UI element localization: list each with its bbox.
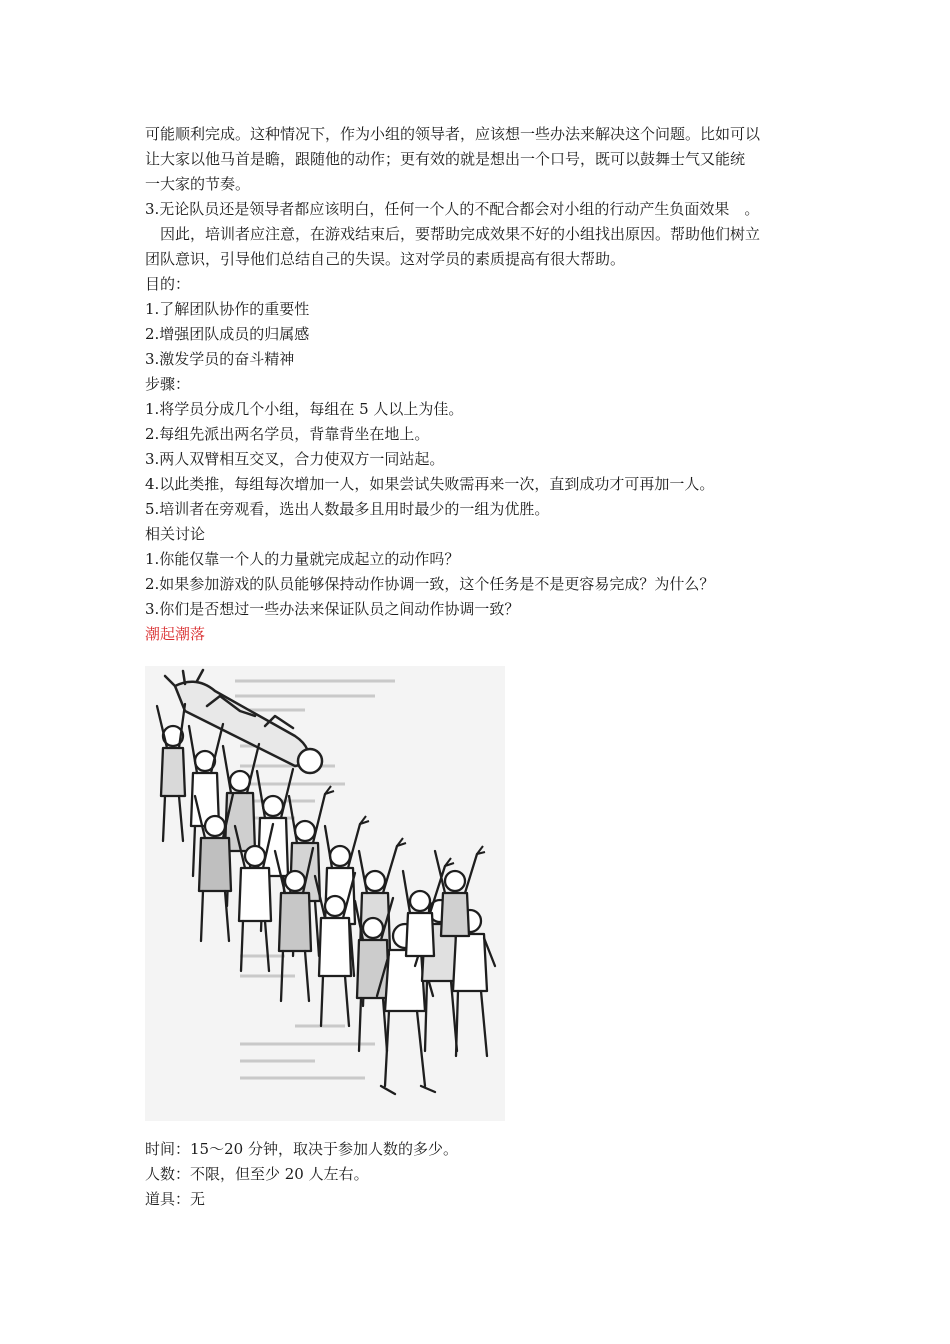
document-page	[145, 122, 825, 1212]
discussion-item: 2.如果参加游戏的队员能够保持动作协调一致，这个任务是不是更容易完成？为什么？	[145, 575, 715, 593]
step-item: 2.每组先派出两名学员，背靠背坐在地上。	[145, 425, 430, 443]
discussion-item: 3.你们是否想过一些办法来保证队员之间动作协调一致？	[145, 600, 520, 618]
paragraph-line: 因此，培训者应注意，在游戏结束后，要帮助完成效果不好的小组找出原因。帮助他们树立	[160, 225, 761, 243]
info-people: 人数：不限，但至少 20 人左右。	[145, 1165, 369, 1183]
info-props: 道具：无	[145, 1190, 206, 1208]
paragraph-line: 3.无论队员还是领导者都应该明白，任何一个人的不配合都会对小组的行动产生负面效果 。	[145, 200, 760, 218]
step-item: 5.培训者在旁观看，选出人数最多且用时最少的一组为优胜。	[145, 500, 550, 518]
paragraph-line: 让大家以他马首是瞻，跟随他的动作；更有效的就是想出一个口号，既可以鼓舞士气又能统	[145, 150, 746, 168]
step-item: 1.将学员分成几个小组，每组在 5 人以上为佳。	[145, 400, 464, 418]
info-time: 时间：15～20 分钟，取决于参加人数的多少。	[145, 1140, 458, 1158]
discussion-item: 1.你能仅靠一个人的力量就完成起立的动作吗？	[145, 550, 460, 568]
purpose-item: 2.增强团队成员的归属感	[145, 325, 310, 343]
paragraph-line: 可能顺利完成。这种情况下，作为小组的领导者，应该想一些办法来解决这个问题。比如可以	[145, 125, 761, 143]
game-title: 潮起潮落	[145, 625, 206, 643]
purpose-item: 3.激发学员的奋斗精神	[145, 350, 295, 368]
paragraph-line: 一大家的节奏。	[145, 175, 251, 193]
illustration-drawing	[145, 666, 505, 1121]
step-item: 4.以此类推，每组每次增加一人，如果尝试失败需再来一次，直到成功才可再加一人。	[145, 475, 715, 493]
step-item: 3.两人双臂相互交叉，合力使双方一同站起。	[145, 450, 445, 468]
discussion-heading: 相关讨论	[145, 525, 206, 543]
paragraph-line: 团队意识，引导他们总结自己的失误。这对学员的素质提高有很大帮助。	[145, 250, 626, 268]
purpose-heading: 目的：	[145, 275, 191, 293]
crowd-lifting-illustration	[145, 666, 505, 1121]
purpose-item: 1.了解团队协作的重要性	[145, 300, 310, 318]
steps-heading: 步骤：	[145, 375, 191, 393]
